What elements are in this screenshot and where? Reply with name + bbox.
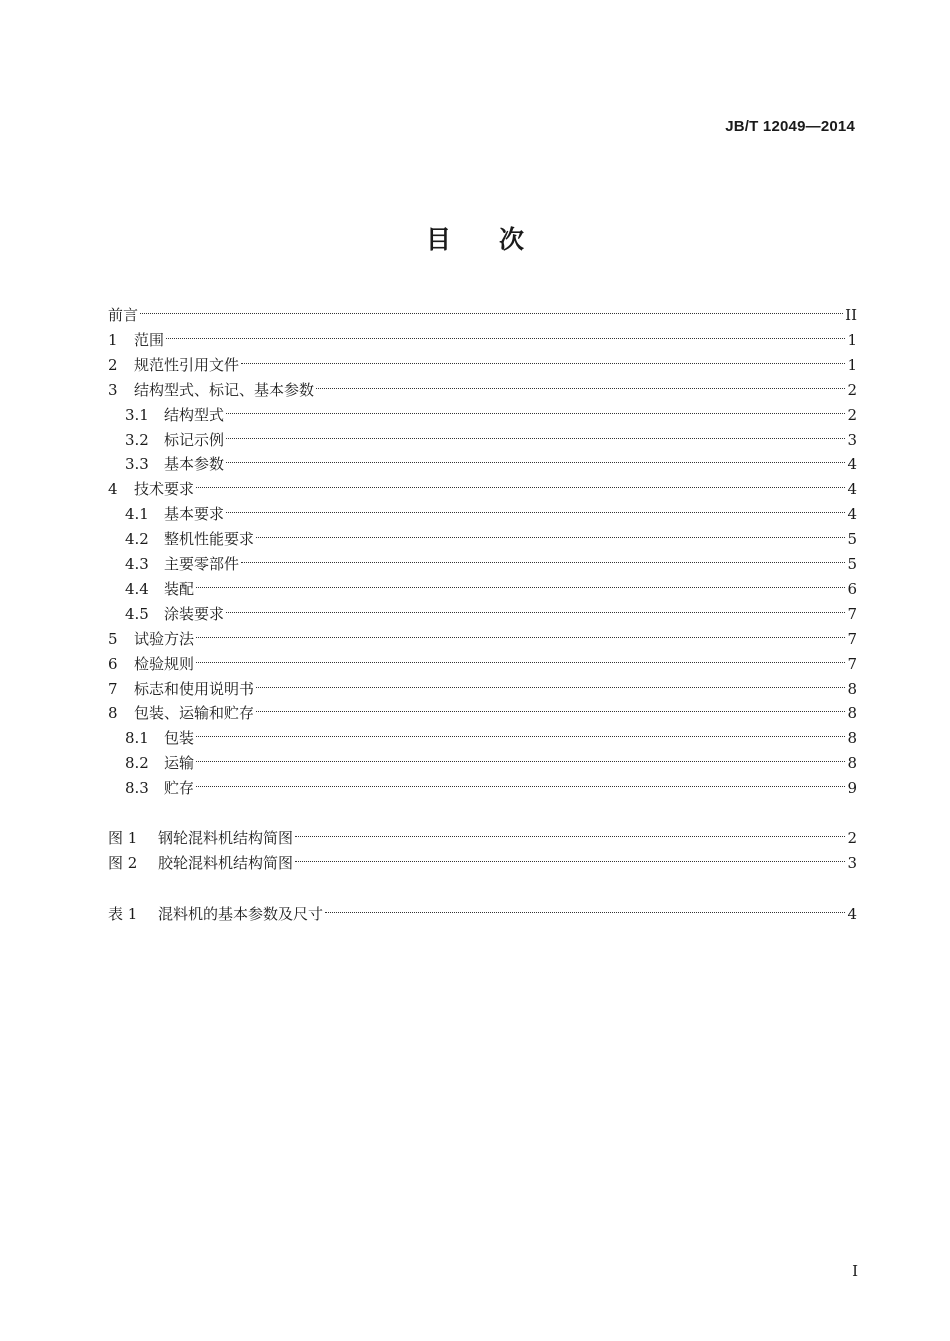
toc-entry-label: 标志和使用说明书 bbox=[134, 679, 255, 698]
toc-entry-row[interactable] bbox=[108, 771, 857, 798]
toc-entry-page: 3 bbox=[847, 430, 857, 449]
toc-entry-label: 标记示例 bbox=[164, 430, 225, 449]
toc-entry-number: 4.1 bbox=[125, 505, 149, 524]
toc-entry-number: 3.2 bbox=[125, 430, 149, 449]
toc-entry-number: 3.3 bbox=[125, 455, 149, 474]
toc-entry-row[interactable] bbox=[108, 597, 857, 623]
toc-entry-number: 4.5 bbox=[125, 604, 149, 623]
toc-entry-label: 包装 bbox=[164, 729, 195, 748]
dot-leader bbox=[256, 522, 845, 544]
toc-entry-row[interactable] bbox=[108, 522, 857, 549]
dot-leader bbox=[295, 846, 845, 868]
toc-entry-page: 9 bbox=[847, 779, 857, 798]
toc-entry-number: 4.3 bbox=[125, 555, 149, 573]
toc-entry-page: 7 bbox=[847, 629, 857, 648]
dot-leader bbox=[226, 447, 845, 469]
toc-entry-row[interactable] bbox=[108, 672, 857, 698]
toc-entry-label: 结构型式、标记、基本参数 bbox=[134, 380, 315, 399]
toc-entry-label: 基本要求 bbox=[164, 505, 225, 524]
toc-entry-number: 7 bbox=[108, 679, 118, 698]
toc-entry-page: 7 bbox=[847, 604, 857, 623]
toc-entry-label: 技术要求 bbox=[134, 480, 195, 499]
toc-entry-row[interactable] bbox=[108, 497, 857, 524]
toc-entry-label: 包装、运输和贮存 bbox=[134, 704, 255, 723]
figure-entry-page: 2 bbox=[847, 829, 857, 847]
toc-entry-label: 涂装要求 bbox=[164, 604, 225, 623]
toc-entry-label: 规范性引用文件 bbox=[134, 355, 240, 374]
toc-entry-page: 7 bbox=[847, 654, 857, 673]
toc-entry-page: 8 bbox=[847, 679, 857, 698]
toc-entry-row[interactable] bbox=[108, 398, 857, 424]
toc-entry-number: 8.1 bbox=[125, 729, 149, 748]
toc-entry-page: II bbox=[845, 306, 857, 324]
toc-entry-row[interactable] bbox=[108, 547, 857, 573]
figure-entry-row[interactable] bbox=[108, 846, 857, 872]
toc-entry-number: 3.1 bbox=[125, 405, 149, 424]
dot-leader bbox=[316, 373, 845, 395]
toc-entry-label: 基本参数 bbox=[164, 455, 225, 474]
dot-leader bbox=[196, 721, 845, 743]
page-title: 目次 bbox=[425, 225, 572, 254]
toc-entry-row[interactable] bbox=[108, 746, 857, 773]
dot-leader bbox=[226, 398, 845, 420]
toc-entry-label: 结构型式 bbox=[164, 405, 225, 424]
table-entry-page: 4 bbox=[847, 905, 857, 923]
toc-entry-row[interactable] bbox=[108, 298, 857, 324]
figure-entry-label: 胶轮混料机结构简图 bbox=[158, 853, 294, 872]
toc-entry-label: 主要零部件 bbox=[164, 555, 240, 573]
toc-entry-number: 8.3 bbox=[125, 779, 149, 798]
dot-leader bbox=[196, 647, 845, 669]
dot-leader bbox=[196, 771, 845, 793]
toc-entry-number: 4.4 bbox=[125, 579, 149, 598]
figure-entry-page: 3 bbox=[847, 853, 857, 872]
toc-entry-row[interactable] bbox=[108, 447, 857, 474]
dot-leader bbox=[196, 472, 845, 494]
dot-leader bbox=[226, 423, 845, 445]
toc-entry-page: 8 bbox=[847, 704, 857, 723]
figure-entry-row[interactable] bbox=[108, 821, 857, 847]
dot-leader bbox=[241, 547, 845, 569]
table-entry-number: 表 1 bbox=[108, 905, 138, 923]
toc-entry-row[interactable] bbox=[108, 572, 857, 598]
toc-entry-page: 8 bbox=[847, 729, 857, 748]
dot-leader bbox=[241, 348, 845, 370]
toc-entry-page: 2 bbox=[847, 380, 857, 399]
toc-entry-page: 4 bbox=[847, 505, 857, 524]
table-entry-label: 混料机的基本参数及尺寸 bbox=[158, 905, 324, 923]
toc-entry-page: 4 bbox=[847, 455, 857, 474]
toc-entry-label: 整机性能要求 bbox=[164, 530, 255, 549]
toc-entry-row[interactable] bbox=[108, 323, 857, 349]
toc-entry-page: 8 bbox=[847, 754, 857, 773]
dot-leader bbox=[256, 672, 845, 694]
dot-leader bbox=[196, 572, 845, 594]
dot-leader bbox=[196, 622, 845, 644]
toc-entry-row[interactable] bbox=[108, 721, 857, 748]
toc-entry-number: 3 bbox=[108, 380, 118, 399]
toc-entry-page: 5 bbox=[847, 555, 857, 573]
toc-entry-number: 6 bbox=[108, 654, 118, 673]
dot-leader bbox=[140, 298, 843, 320]
toc-entry-page: 1 bbox=[847, 355, 857, 374]
toc-entry-label: 范围 bbox=[134, 330, 165, 349]
toc-entry-label: 装配 bbox=[164, 579, 195, 598]
dot-leader bbox=[295, 821, 845, 843]
toc-entry-number: 8 bbox=[108, 704, 118, 723]
toc-entry-row[interactable] bbox=[108, 373, 857, 399]
table-entry-row[interactable] bbox=[108, 897, 857, 923]
toc-entry-label: 贮存 bbox=[164, 779, 195, 798]
dot-leader bbox=[226, 497, 845, 519]
toc-entry-number: 4 bbox=[108, 480, 118, 499]
toc-entry-number: 2 bbox=[108, 355, 118, 374]
toc-entry-number: 8.2 bbox=[125, 754, 149, 773]
toc-entry-row[interactable] bbox=[108, 423, 857, 449]
standard-code: JB/T 12049—2014 bbox=[725, 118, 855, 135]
toc-entry-number: 1 bbox=[108, 330, 118, 349]
toc-entry-page: 6 bbox=[847, 579, 857, 598]
dot-leader bbox=[256, 696, 845, 718]
toc-entry-number: 4.2 bbox=[125, 530, 149, 549]
toc-entry-row[interactable] bbox=[108, 348, 857, 374]
toc-entry-label: 试验方法 bbox=[134, 629, 195, 648]
toc-entry-row[interactable] bbox=[108, 696, 857, 723]
toc-entry-label: 前言 bbox=[108, 306, 139, 324]
toc-entry-row[interactable] bbox=[108, 622, 857, 648]
dot-leader bbox=[325, 897, 845, 919]
figure-entry-number: 图 2 bbox=[108, 853, 138, 872]
figure-entry-number: 图 1 bbox=[108, 829, 138, 847]
toc-entry-label: 检验规则 bbox=[134, 654, 195, 673]
dot-leader bbox=[166, 323, 845, 345]
toc-entry-number: 5 bbox=[108, 629, 118, 648]
toc-entry-row[interactable] bbox=[108, 472, 857, 499]
toc-entry-row[interactable] bbox=[108, 647, 857, 673]
page-number: I bbox=[852, 1262, 858, 1280]
toc-entry-page: 5 bbox=[847, 530, 857, 549]
toc-entry-label: 运输 bbox=[164, 754, 195, 773]
figure-entry-label: 钢轮混料机结构简图 bbox=[158, 829, 294, 847]
dot-leader bbox=[196, 746, 845, 768]
toc-entry-page: 4 bbox=[847, 480, 857, 499]
dot-leader bbox=[226, 597, 845, 619]
toc-entry-page: 2 bbox=[847, 405, 857, 424]
toc-entry-page: 1 bbox=[847, 330, 857, 349]
